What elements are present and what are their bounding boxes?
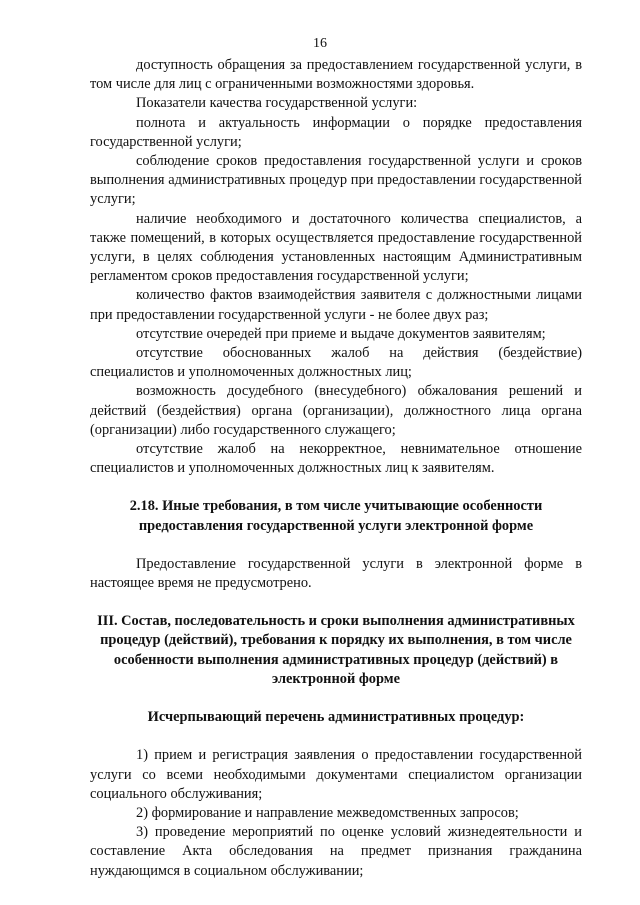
paragraph: соблюдение сроков предоставления государственной услуги и сроков выполнения административных процедур при предоставлении государственной услуги;: [90, 153, 582, 208]
paragraph: отсутствие очередей при приеме и выдаче документов заявителям;: [136, 325, 546, 342]
procedure-item: 2) формирование и направление межведомственных запросов;: [136, 804, 519, 821]
procedure-item: 3) проведение мероприятий по оценке условий жизнедеятельности и составление Акта обследования на предмет признания гражданина нуждающимся в социальном обслуживании;: [90, 824, 582, 879]
procedures-heading: Исчерпывающий перечень административных процедур:: [147, 709, 525, 726]
paragraph: отсутствие обоснованных жалоб на действия (бездействие) специалистов и уполномоченных должностных лиц;: [90, 345, 582, 381]
document-body: [90, 56, 582, 881]
paragraph: отсутствие жалоб на некорректное, невнимательное отношение специалистов и уполномоченных должностных лиц к заявителям.: [90, 441, 582, 477]
paragraph: доступность обращения за предоставлением государственной услуги, в том числе для лиц с ограниченными возможностями здоровья.: [90, 57, 582, 93]
paragraph: полнота и актуальность информации о порядке предоставления государственной услуги;: [90, 114, 582, 150]
section-218-heading: 2.18. Иные требования, в том числе учитывающие особенности предоставления государственной услуги электронной форме: [129, 498, 543, 534]
paragraph: количество фактов взаимодействия заявителя с должностными лицами при предоставлении государственной услуги - не более двух раз;: [90, 287, 582, 323]
procedure-item: 1) прием и регистрация заявления о предоставлении государственной услуги со всеми необходимыми документами специалистом организации социального обслуживания;: [90, 747, 582, 802]
paragraph: наличие необходимого и достаточного количества специалистов, а также помещений, в которых осуществляется предоставление государственной услуги, в целях соблюдения установленных настоящим Административным регламентом сроков предоставления государственной услуги;: [90, 210, 582, 285]
paragraph: Показатели качества государственной услуги:: [136, 95, 418, 112]
paragraph: возможность досудебного (внесудебного) обжалования решений и действий (бездействия) органа (организации), должностного лица органа (организации) либо государственного служащего;: [90, 383, 582, 438]
section-iii-heading: III. Состав, последовательность и сроки выполнения административных процедур (действий), требования к порядку их выполнения, в том числе особенности выполнения административных процедур (действий) в электронной форме: [97, 613, 575, 687]
section-218-text: Предоставление государственной услуги в электронной форме в настоящее время не предусмотрено.: [90, 555, 582, 592]
page-number: 16: [313, 36, 327, 51]
